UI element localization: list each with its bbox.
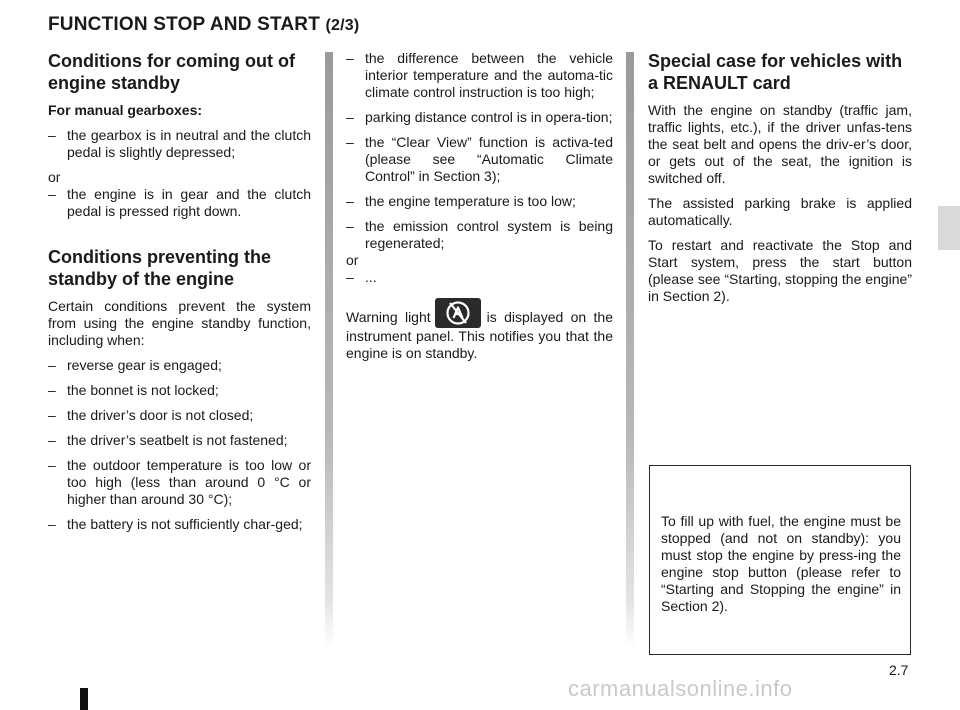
column-divider xyxy=(325,52,333,648)
intro-paragraph: Certain conditions prevent the system from using the engine standby function, including when: xyxy=(48,298,311,348)
page-title-text: FUNCTION STOP AND START xyxy=(48,14,321,35)
column-middle xyxy=(346,50,613,370)
list-item: – ... xyxy=(346,269,613,286)
ellipsis-list xyxy=(346,269,613,286)
list-item: – the engine is in gear and the clutch pedal is pressed right down. xyxy=(48,186,311,220)
manual-conditions-list-2 xyxy=(48,186,311,220)
or-connector: or xyxy=(48,169,61,185)
fuel-note-box xyxy=(649,465,911,655)
heading-preventing-standby: Conditions preventing the standby of the engine xyxy=(48,247,271,289)
list-item: – the driver’s door is not closed; xyxy=(48,407,311,424)
preventing-conditions-list-continued xyxy=(346,50,613,252)
manual-conditions-list xyxy=(48,127,311,161)
renault-card-paragraph-3: To restart and reactivate the Stop and Start system, press the start button (please see “Starting, stopping the engine” in Section 2). xyxy=(648,237,912,304)
list-item: – the “Clear View” function is activa-ted (please see “Automatic Climate Control” in Section 3); xyxy=(346,134,613,185)
list-item: – the bonnet is not locked; xyxy=(48,382,311,399)
list-item: – the engine temperature is too low; xyxy=(346,193,613,210)
page-title xyxy=(48,14,359,36)
fuel-note-text: To fill up with fuel, the engine must be stopped (and not on standby): you must stop the engine by press-ing the engine stop button (please refer to “Starting and Stopping the engine” in Section 2). xyxy=(661,513,901,614)
renault-card-paragraph-2: The assisted parking brake is applied automatically. xyxy=(648,195,912,228)
list-item: – the difference between the vehicle interior temperature and the automa-tic climate control instruction is too high; xyxy=(346,50,613,101)
page-edge-mark xyxy=(80,688,88,710)
warning-light-paragraph xyxy=(346,298,613,362)
column-right xyxy=(648,50,912,313)
list-item: – the outdoor temperature is too low or too high (less than around 0 °C or higher than around 30 °C); xyxy=(48,457,311,508)
list-item: – parking distance control is in opera-tion; xyxy=(346,109,613,126)
page-number: 2.7 xyxy=(889,662,909,678)
or-connector: or xyxy=(346,252,359,268)
section-thumb-tab xyxy=(938,206,960,250)
warning-text-before: Warning light xyxy=(346,309,431,325)
list-item: – the gearbox is in neutral and the clutch pedal is slightly depressed; xyxy=(48,127,311,161)
renault-card-paragraph-1: With the engine on standby (traffic jam, traffic lights, etc.), if the driver unfas-tens the seat belt and opens the driv-er’s door, or gets out of the seat, the ignition is switched off. xyxy=(648,102,912,186)
list-item: – the driver’s seatbelt is not fastened; xyxy=(48,432,311,449)
preventing-conditions-list xyxy=(48,357,311,533)
warning-text-after: is displayed on the instrument panel. This notifies you that the engine is on standby. xyxy=(346,309,614,361)
heading-coming-out-of-standby: Conditions for coming out of engine standby xyxy=(48,51,295,93)
heading-renault-card: Special case for vehicles with a RENAULT card xyxy=(648,51,903,93)
manual-gearbox-label: For manual gearboxes: xyxy=(48,102,203,118)
list-item: – the emission control system is being regenerated; xyxy=(346,218,613,252)
list-item: – the battery is not sufficiently char-ged; xyxy=(48,516,311,533)
column-divider xyxy=(626,52,634,648)
page-title-part: (2/3) xyxy=(325,17,360,34)
engine-standby-warning-icon xyxy=(435,298,481,328)
list-item: – reverse gear is engaged; xyxy=(48,357,311,374)
column-left xyxy=(48,50,311,541)
watermark: carmanualsonline.info xyxy=(568,676,793,701)
